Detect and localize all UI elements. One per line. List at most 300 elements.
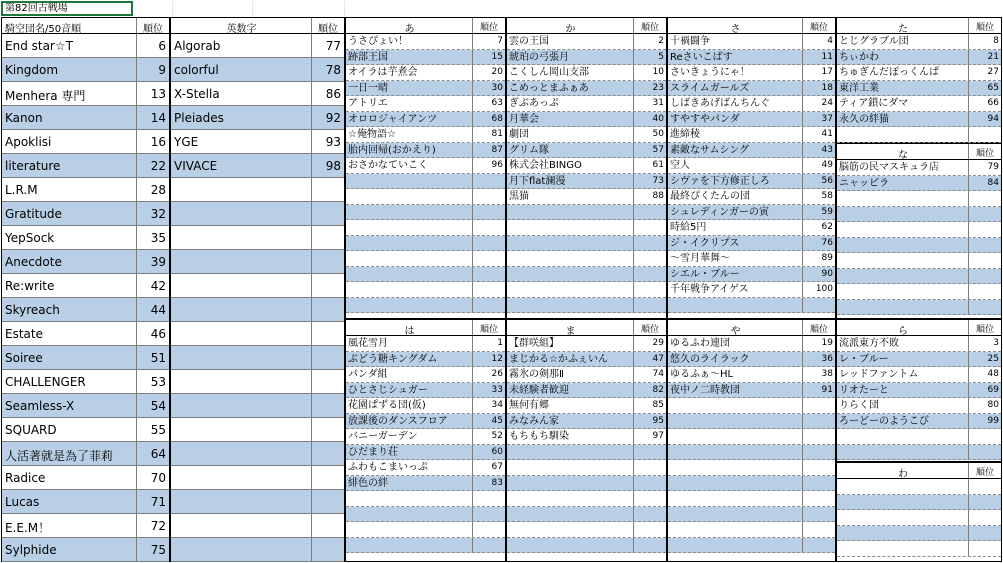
table-row[interactable] — [171, 370, 344, 394]
list-item[interactable] — [507, 522, 666, 538]
table-row[interactable] — [2, 442, 169, 466]
guild-name: Re:write — [5, 279, 55, 293]
guild-name: ひとさじシュガー — [348, 384, 428, 396]
empty-cell[interactable] — [173, 1, 253, 16]
table-row[interactable] — [2, 106, 169, 130]
table-row[interactable] — [171, 274, 344, 298]
list-item[interactable] — [507, 429, 666, 445]
kana-label: か — [565, 24, 576, 35]
list-item[interactable] — [346, 127, 505, 143]
guild-name: End star☆T — [5, 39, 73, 53]
list-item[interactable] — [507, 81, 666, 97]
table-row[interactable] — [171, 298, 344, 322]
guild-rank: 70 — [150, 471, 166, 485]
table-row[interactable] — [171, 322, 344, 346]
table-row[interactable] — [2, 514, 169, 538]
list-item[interactable] — [507, 367, 666, 383]
list-item[interactable] — [668, 383, 835, 399]
list-item[interactable] — [507, 34, 666, 50]
list-item[interactable] — [346, 445, 505, 461]
guild-rank: 49 — [821, 160, 833, 170]
list-item[interactable] — [346, 189, 505, 205]
list-item[interactable] — [507, 236, 666, 252]
list-item[interactable] — [837, 127, 1001, 143]
list-item[interactable] — [507, 158, 666, 174]
list-item[interactable] — [507, 112, 666, 128]
guild-rank: 88 — [652, 191, 664, 201]
guild-name: 跡部王国 — [348, 51, 388, 63]
list-item[interactable] — [837, 414, 1001, 430]
list-item[interactable] — [507, 460, 666, 476]
guild-name: 一日一晴 — [348, 82, 388, 94]
table-row[interactable] — [2, 394, 169, 418]
table-row[interactable] — [171, 202, 344, 226]
guild-rank: 28 — [150, 183, 166, 197]
list-item[interactable] — [668, 174, 835, 190]
kana-header — [837, 144, 1001, 160]
guild-rank: 91 — [821, 384, 833, 395]
table-row[interactable] — [171, 394, 344, 418]
guild-rank: 4 — [827, 36, 833, 46]
guild-rank: 100 — [815, 284, 833, 294]
list-item[interactable] — [346, 112, 505, 128]
guild-name: さいきょうにゃ！ — [670, 67, 750, 78]
list-item[interactable] — [837, 429, 1001, 445]
table-row[interactable] — [171, 34, 344, 58]
list-item[interactable] — [346, 251, 505, 267]
guild-rank: 61 — [652, 160, 664, 170]
list-item[interactable] — [668, 112, 835, 128]
list-item[interactable] — [837, 336, 1001, 352]
table-row[interactable] — [171, 490, 344, 514]
guild-name: 緋色の絆 — [348, 477, 388, 489]
guild-name: 雲の王国 — [509, 36, 549, 47]
table-row[interactable] — [2, 322, 169, 346]
list-item[interactable] — [837, 269, 1001, 285]
guild-name: Seamless-X — [5, 399, 75, 413]
list-item[interactable] — [346, 491, 505, 507]
list-item[interactable] — [837, 526, 1001, 542]
list-item[interactable] — [837, 479, 1001, 495]
guild-rank: 32 — [150, 207, 166, 221]
guild-name: YepSock — [5, 231, 55, 245]
list-item[interactable] — [668, 50, 835, 66]
table-row[interactable] — [2, 490, 169, 514]
list-item[interactable] — [507, 189, 666, 205]
guild-rank: 51 — [150, 351, 166, 365]
guild-rank: 39 — [150, 255, 166, 269]
guild-name: 花園ぱずる団(仮) — [348, 400, 426, 411]
list-item[interactable] — [837, 253, 1001, 269]
list-item[interactable] — [346, 460, 505, 476]
guild-name: うさぴょい！ — [348, 36, 408, 47]
list-item[interactable] — [507, 383, 666, 399]
list-item[interactable] — [507, 507, 666, 523]
table-row[interactable] — [2, 202, 169, 226]
list-item[interactable] — [668, 298, 835, 314]
guild-name: 悠久のライラック — [670, 353, 750, 365]
guild-rank: 98 — [325, 159, 341, 173]
list-item[interactable] — [346, 236, 505, 252]
kana-header — [507, 18, 666, 34]
guild-name: 千年戦争アイゲス — [670, 284, 749, 295]
guild-rank: 73 — [652, 175, 664, 186]
guild-rank: 34 — [491, 400, 503, 410]
guild-rank: 77 — [325, 39, 341, 53]
guild-rank: 15 — [491, 51, 503, 62]
table-row[interactable] — [171, 154, 344, 178]
list-item[interactable] — [668, 81, 835, 97]
list-item[interactable] — [346, 298, 505, 314]
guild-name: CHALLENGER — [5, 375, 86, 389]
list-item[interactable] — [507, 127, 666, 143]
guild-name: Anecdote — [5, 255, 62, 269]
list-item[interactable] — [668, 367, 835, 383]
guild-rank: 72 — [150, 519, 166, 533]
table-row[interactable] — [2, 418, 169, 442]
list-item[interactable] — [668, 34, 835, 50]
guild-name: VIVACE — [174, 159, 218, 173]
list-item[interactable] — [837, 222, 1001, 238]
guild-name: りらく団 — [839, 400, 879, 411]
guild-name: パンダ組 — [348, 369, 388, 380]
table-row[interactable] — [171, 82, 344, 106]
list-item[interactable] — [507, 398, 666, 414]
list-item[interactable] — [837, 96, 1001, 112]
table-row[interactable] — [2, 178, 169, 202]
guild-rank: 97 — [652, 431, 664, 441]
list-item[interactable] — [346, 336, 505, 352]
table-row[interactable] — [171, 106, 344, 130]
list-item[interactable] — [346, 476, 505, 492]
table-row[interactable] — [2, 58, 169, 82]
guild-name: 夜中ノ二時教団 — [670, 384, 740, 396]
guild-rank: 9 — [158, 63, 166, 77]
guild-rank: 24 — [821, 98, 833, 108]
guild-name: 株式会社BINGO — [509, 160, 582, 171]
list-item[interactable] — [837, 81, 1001, 97]
list-item[interactable] — [837, 238, 1001, 254]
list-item[interactable] — [507, 65, 666, 81]
table-row[interactable] — [171, 346, 344, 370]
list-item[interactable] — [837, 510, 1001, 526]
kana-header — [668, 320, 835, 336]
guild-name: L.R.M — [5, 183, 38, 197]
guild-rank: 12 — [491, 353, 503, 364]
list-item[interactable] — [668, 429, 835, 445]
table-row[interactable] — [2, 34, 169, 58]
kana-label: や — [730, 326, 741, 337]
list-item[interactable] — [346, 352, 505, 368]
table-row[interactable] — [171, 418, 344, 442]
list-item[interactable] — [346, 205, 505, 221]
list-item[interactable] — [346, 429, 505, 445]
guild-name: Sylphide — [5, 543, 57, 557]
guild-rank: 35 — [150, 231, 166, 245]
sheet-title-cell[interactable]: 第82回古戦場 — [1, 1, 133, 16]
list-item[interactable] — [507, 352, 666, 368]
list-item[interactable] — [837, 65, 1001, 81]
list-item[interactable] — [346, 174, 505, 190]
table-row[interactable] — [171, 226, 344, 250]
list-item[interactable] — [507, 298, 666, 314]
empty-cell[interactable] — [253, 1, 345, 16]
guild-rank: 76 — [821, 237, 833, 248]
list-item[interactable] — [507, 220, 666, 236]
kana-section-ta — [836, 17, 1002, 143]
guild-name: E.E.M！ — [5, 521, 51, 535]
guild-name: 進締稜 — [670, 129, 700, 140]
guild-rank: 62 — [821, 222, 833, 232]
list-item[interactable] — [837, 445, 1001, 461]
guild-name: 琥珀の弓張月 — [509, 51, 569, 63]
list-item[interactable] — [668, 507, 835, 523]
table-row[interactable] — [171, 130, 344, 154]
table-row[interactable] — [171, 466, 344, 490]
list-item[interactable] — [837, 300, 1001, 316]
guild-rank: 1 — [497, 338, 503, 348]
guild-name: X-Stella — [174, 87, 220, 101]
table-row[interactable] — [2, 274, 169, 298]
list-item[interactable] — [346, 414, 505, 430]
guild-name: 最終ぴくたんの団 — [670, 191, 750, 202]
list-item[interactable] — [837, 541, 1001, 557]
guild-rank: 44 — [150, 303, 166, 317]
list-item[interactable] — [346, 398, 505, 414]
rank-header: 順位 — [809, 23, 828, 33]
list-item[interactable] — [837, 50, 1001, 66]
guild-rank: 5 — [658, 51, 664, 62]
list-item[interactable] — [668, 282, 835, 298]
guild-rank: 69 — [987, 384, 999, 395]
table-row[interactable] — [171, 58, 344, 82]
list-item[interactable] — [507, 267, 666, 283]
list-item[interactable] — [346, 522, 505, 538]
list-item[interactable] — [837, 398, 1001, 414]
list-item[interactable] — [346, 34, 505, 50]
guild-name: アトリエ — [348, 98, 388, 109]
kana-header — [507, 320, 666, 336]
list-item[interactable] — [507, 414, 666, 430]
table-row[interactable] — [171, 442, 344, 466]
guild-rank: 21 — [987, 51, 999, 62]
list-item[interactable] — [346, 50, 505, 66]
list-item[interactable] — [346, 65, 505, 81]
guild-rank: 37 — [821, 113, 833, 124]
list-item[interactable] — [668, 267, 835, 283]
rank-header: 順位 — [479, 325, 498, 335]
list-item[interactable] — [837, 207, 1001, 223]
rank-header: 順位 — [479, 23, 498, 33]
guild-name: 霧氷の剣那Ⅱ — [509, 369, 564, 380]
guild-name: まじかる☆かふぇいん — [509, 353, 608, 365]
list-item[interactable] — [837, 352, 1001, 368]
list-item[interactable] — [837, 112, 1001, 128]
list-item[interactable] — [837, 176, 1001, 192]
guild-rank: 66 — [987, 98, 999, 108]
list-item[interactable] — [668, 96, 835, 112]
kana-section-ka — [506, 17, 667, 319]
guild-rank: 17 — [821, 67, 833, 77]
list-item[interactable] — [507, 174, 666, 190]
list-item[interactable] — [837, 367, 1001, 383]
list-item[interactable] — [507, 538, 666, 554]
list-item[interactable] — [507, 491, 666, 507]
guild-name: 空人 — [670, 160, 690, 171]
guild-name: YGE — [174, 135, 199, 149]
list-item[interactable] — [668, 460, 835, 476]
alnum-header: 英数字 — [226, 24, 257, 35]
kana-header — [346, 18, 505, 34]
list-item[interactable] — [668, 491, 835, 507]
table-row[interactable] — [2, 466, 169, 490]
list-item[interactable] — [346, 538, 505, 554]
list-item[interactable] — [507, 445, 666, 461]
table-row[interactable] — [2, 250, 169, 274]
guild-rank: 52 — [491, 431, 503, 441]
list-item[interactable] — [346, 383, 505, 399]
list-item[interactable] — [668, 336, 835, 352]
alnum-list-header — [171, 18, 344, 34]
list-item[interactable] — [668, 522, 835, 538]
table-row[interactable] — [171, 178, 344, 202]
guild-rank: 90 — [821, 268, 833, 279]
list-item[interactable] — [837, 495, 1001, 511]
empty-cell[interactable] — [133, 1, 173, 16]
list-item[interactable] — [507, 282, 666, 298]
table-row[interactable] — [171, 538, 344, 562]
guild-rank: 40 — [652, 113, 664, 124]
list-item[interactable] — [346, 367, 505, 383]
guild-rank: 74 — [652, 369, 664, 379]
guild-name: 十禍闘争 — [670, 36, 710, 47]
guild-name: 時給5円 — [670, 222, 707, 233]
guild-rank: 54 — [150, 399, 166, 413]
list-item[interactable] — [837, 160, 1001, 176]
table-row[interactable] — [2, 82, 169, 106]
guild-name: Lucas — [5, 495, 40, 509]
guild-name: ゆるふわ連団 — [670, 338, 730, 349]
list-item[interactable] — [507, 205, 666, 221]
list-item[interactable] — [668, 65, 835, 81]
kana-label: わ — [898, 469, 908, 480]
guild-rank: 42 — [150, 279, 166, 293]
list-item[interactable] — [668, 143, 835, 159]
kana-label: な — [898, 150, 908, 161]
list-item[interactable] — [507, 96, 666, 112]
table-row[interactable] — [2, 154, 169, 178]
list-item[interactable] — [668, 158, 835, 174]
guild-name: しばきあげばんちんぐ — [670, 98, 770, 109]
list-item[interactable] — [837, 383, 1001, 399]
list-item[interactable] — [837, 191, 1001, 207]
guild-rank: 23 — [652, 82, 664, 93]
guild-name: 月下flat澜漫 — [509, 175, 566, 187]
rank-header: 順位 — [143, 24, 163, 35]
guild-rank: 59 — [821, 206, 833, 217]
kana-section-na — [836, 143, 1002, 319]
rank-header: 順位 — [640, 23, 659, 33]
kana-header — [837, 463, 1001, 479]
list-item[interactable] — [507, 50, 666, 66]
list-item[interactable] — [668, 189, 835, 205]
guild-name: シュレディンガーの寅 — [670, 206, 769, 218]
list-item[interactable] — [668, 352, 835, 368]
guild-rank: 19 — [821, 338, 833, 348]
table-row[interactable] — [2, 538, 169, 562]
guild-name: ぶどう糖キングダム — [348, 353, 438, 365]
guild-name: ひだまり荘 — [348, 446, 398, 458]
table-row[interactable] — [2, 370, 169, 394]
guild-name: グリム隊 — [509, 144, 549, 156]
list-item[interactable] — [346, 507, 505, 523]
guild-rank: 87 — [491, 144, 503, 155]
list-item[interactable] — [346, 220, 505, 236]
table-row[interactable] — [2, 346, 169, 370]
guild-name: ちぃかわ — [839, 51, 879, 63]
list-item[interactable] — [668, 414, 835, 430]
list-item[interactable] — [507, 476, 666, 492]
list-item[interactable] — [507, 143, 666, 159]
guild-name: おさかなていこく — [348, 160, 428, 171]
guild-rank: 41 — [821, 129, 833, 139]
list-item[interactable] — [668, 205, 835, 221]
rank-header: 順位 — [318, 24, 338, 35]
rank-header: 順位 — [975, 325, 994, 335]
table-row[interactable] — [171, 250, 344, 274]
guild-name: Algorab — [174, 39, 221, 53]
list-item[interactable] — [507, 251, 666, 267]
table-row[interactable] — [171, 514, 344, 538]
list-item[interactable] — [668, 398, 835, 414]
list-item[interactable] — [346, 143, 505, 159]
guild-name: 脳筋の民マスキュラ店 — [839, 162, 939, 173]
guild-rank: 22 — [150, 159, 166, 173]
table-row[interactable] — [2, 298, 169, 322]
guild-name-header: 騎空団名/50音順 — [5, 24, 82, 35]
guild-rank: 20 — [491, 67, 503, 77]
list-item[interactable] — [346, 158, 505, 174]
list-item[interactable] — [346, 267, 505, 283]
list-item[interactable] — [668, 538, 835, 554]
guild-name: シヴァを下方修正しろ — [670, 175, 770, 187]
list-item[interactable] — [668, 445, 835, 461]
list-item[interactable] — [346, 81, 505, 97]
list-item[interactable] — [668, 220, 835, 236]
guild-rank: 68 — [491, 113, 503, 124]
list-item[interactable] — [837, 34, 1001, 50]
list-item[interactable] — [837, 284, 1001, 300]
list-item[interactable] — [668, 236, 835, 252]
kana-label: さ — [730, 24, 741, 35]
guild-rank: 67 — [491, 462, 503, 472]
guild-rank: 11 — [821, 51, 833, 62]
list-item[interactable] — [507, 336, 666, 352]
rank-header: 順位 — [975, 149, 994, 159]
list-item[interactable] — [668, 127, 835, 143]
list-item[interactable] — [668, 476, 835, 492]
guild-rank: 71 — [150, 495, 166, 509]
guild-rank: 99 — [987, 415, 999, 426]
table-row[interactable] — [2, 130, 169, 154]
list-item[interactable] — [668, 251, 835, 267]
list-item[interactable] — [346, 96, 505, 112]
table-row[interactable] — [2, 226, 169, 250]
guild-rank: 43 — [821, 144, 833, 155]
guild-rank: 7 — [497, 36, 503, 46]
list-item[interactable] — [346, 282, 505, 298]
guild-rank: 16 — [150, 135, 166, 149]
